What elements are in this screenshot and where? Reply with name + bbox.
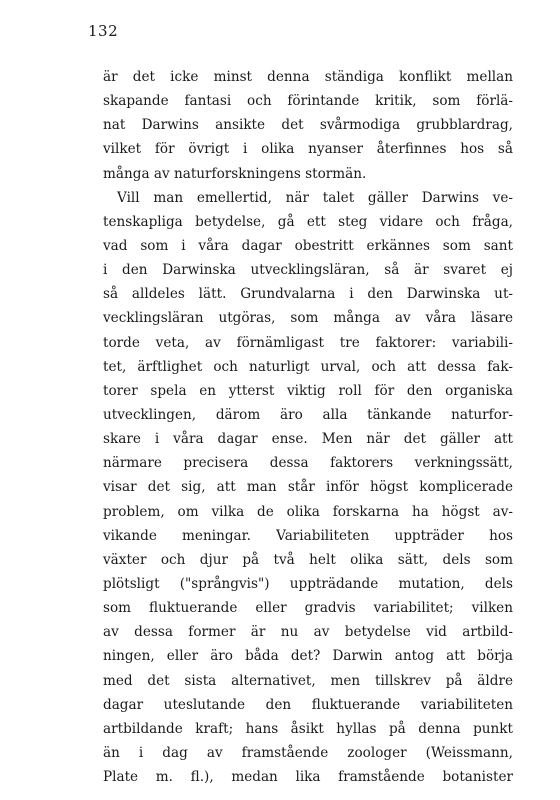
text-line: tenskapliga betydelse, gå ett steg vidare och fråga, bbox=[103, 213, 513, 230]
text-line: så alldeles lätt. Grundvalarna i den Darwinska ut- bbox=[103, 286, 513, 303]
text-line: nat Darwins ansikte det svårmodiga grubblardrag, bbox=[103, 117, 513, 134]
paragraph-start-line: Vill man emellertid, när talet gäller Darwins ve- bbox=[117, 189, 513, 206]
text-line: skare i våra dagar ense. Men när det gäller att bbox=[103, 431, 513, 448]
text-line: i den Darwinska utvecklingsläran, så är svaret ej bbox=[103, 262, 513, 279]
text-line: av dessa former är nu av betydelse vid artbild- bbox=[103, 624, 513, 641]
text-line: visar det sig, att man står inför högst komplicerade bbox=[103, 479, 513, 496]
text-line: artbildande kraft; hans åsikt hyllas på denna punkt bbox=[103, 720, 513, 737]
text-line: ningen, eller äro båda det? Darwin antog att börja bbox=[103, 648, 513, 665]
text-line: utvecklingen, därom äro alla tänkande naturfor- bbox=[103, 406, 513, 423]
text-line: torde veta, av förnämligast tre faktorer: variabili- bbox=[103, 334, 513, 351]
text-line: växter och djur på två helt olika sätt, dels som bbox=[103, 551, 513, 568]
text-line: är det icke minst denna ständiga konflikt mellan bbox=[103, 69, 513, 85]
text-line: med det sista alternativet, men tillskrev på äldre bbox=[103, 672, 513, 689]
text-line: vikande meningar. Variabiliteten uppträder hos bbox=[103, 527, 513, 544]
page-number: 132 bbox=[88, 22, 119, 40]
text-line: som fluktuerande eller gradvis variabilitet; vilken bbox=[103, 600, 513, 617]
paragraph-end-line: många av naturforskningens stormän. bbox=[103, 165, 367, 182]
text-line: dagar uteslutande den fluktuerande variabiliteten bbox=[103, 696, 513, 713]
text-line: vad som i våra dagar obestritt erkännes som sant bbox=[103, 237, 513, 254]
text-line: tet, ärftlighet och naturligt urval, och att dessa fak- bbox=[103, 358, 513, 375]
text-line: vilket för övrigt i olika nyanser återfinnes hos så bbox=[103, 141, 513, 158]
text-line: problem, om vilka de olika forskarna ha högst av- bbox=[103, 503, 513, 520]
text-line: torer spela en ytterst viktig roll för den organiska bbox=[103, 382, 513, 399]
text-line: än i dag av framstående zoologer (Weissmann, bbox=[103, 744, 513, 761]
text-line: Plate m. fl.), medan lika framstående botanister bbox=[103, 769, 513, 786]
text-line: skapande fantasi och förintande kritik, som förlä- bbox=[103, 93, 513, 110]
text-line: vecklingsläran utgöras, som många av våra läsare bbox=[103, 310, 513, 327]
body-text bbox=[103, 65, 513, 789]
text-line: plötsligt ("språngvis") uppträdande mutation, dels bbox=[103, 575, 513, 592]
text-line: närmare precisera dessa faktorers verkningssätt, bbox=[103, 455, 513, 472]
